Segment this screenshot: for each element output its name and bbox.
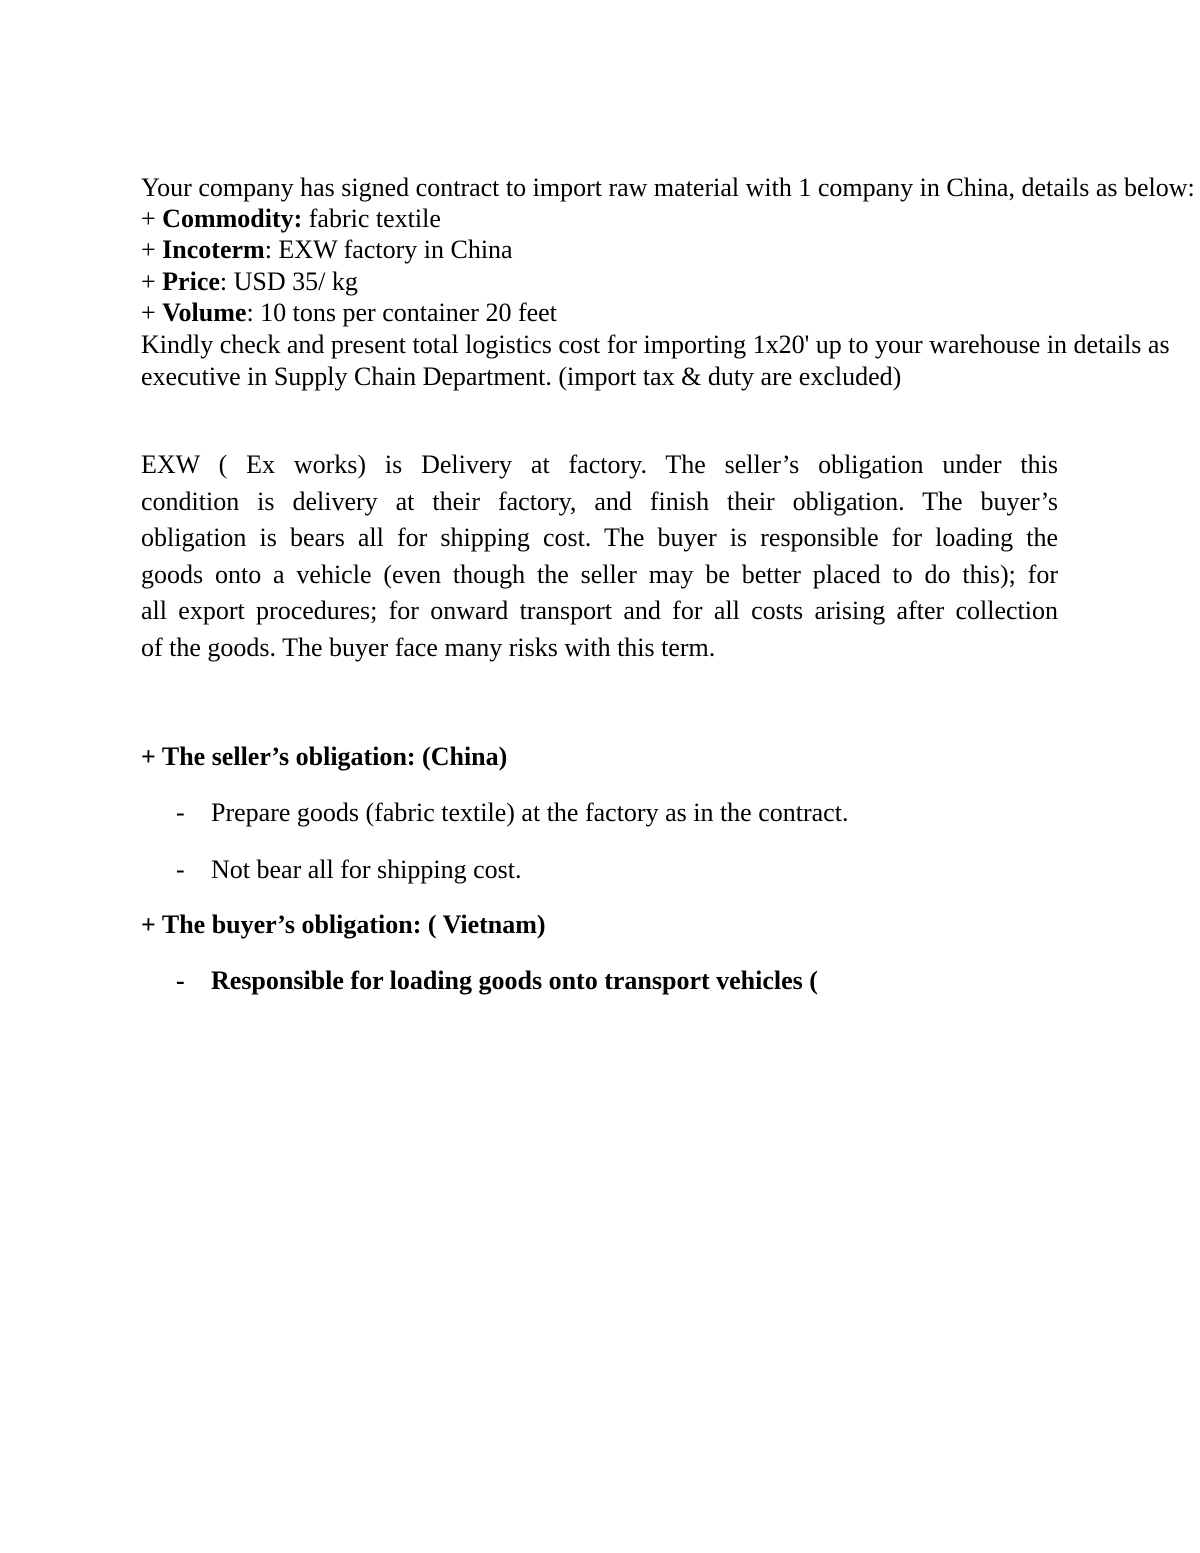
price-label: Price	[162, 267, 220, 296]
paragraph-line: condition is delivery at their factory, and finish their obligation. The buyer’s	[141, 486, 1058, 516]
commodity-label: Commodity:	[162, 204, 303, 233]
volume-item	[141, 297, 557, 328]
paragraph-line: of the goods. The buyer face many risks with this term.	[141, 632, 716, 662]
bullet-dash: -	[176, 798, 185, 827]
incoterm-value: : EXW factory in China	[264, 235, 513, 264]
item-prefix: +	[141, 298, 163, 327]
price-item	[141, 266, 358, 297]
paragraph-line: goods onto a vehicle (even though the seller may be better placed to do this); for	[141, 559, 1058, 589]
bullet-dash: -	[176, 966, 185, 995]
paragraph-line: obligation is bears all for shipping cost. The buyer is responsible for loading the	[141, 523, 1058, 553]
exw-paragraph	[141, 447, 1058, 667]
incoterm-item	[141, 234, 513, 265]
item-prefix: +	[141, 204, 163, 233]
buyer-bullet-item: Responsible for loading goods onto transport vehicles (	[211, 966, 818, 995]
commodity-item	[141, 203, 441, 234]
paragraph-line: all export procedures; for onward transport and for all costs arising after collection	[141, 596, 1058, 626]
bullet-dash: -	[176, 855, 185, 884]
volume-value: : 10 tons per container 20 feet	[246, 298, 557, 327]
price-value: : USD 35/ kg	[219, 267, 358, 296]
item-prefix: +	[141, 235, 163, 264]
volume-label: Volume	[162, 298, 247, 327]
paragraph-line: EXW ( Ex works) is Delivery at factory. The seller’s obligation under this	[141, 450, 1058, 479]
commodity-value: fabric textile	[302, 204, 441, 233]
seller-bullet-item: Prepare goods (fabric textile) at the factory as in the contract.	[211, 798, 849, 827]
incoterm-label: Incoterm	[162, 235, 265, 264]
item-prefix: +	[141, 267, 163, 296]
seller-bullet-item: Not bear all for shipping cost.	[211, 855, 522, 884]
seller-obligation-heading: + The seller’s obligation: (China)	[141, 742, 508, 771]
task-line-2: executive in Supply Chain Department. (import tax & duty are excluded)	[141, 362, 902, 391]
buyer-obligation-heading: + The buyer’s obligation: ( Vietnam)	[141, 910, 546, 939]
intro-line: Your company has signed contract to import raw material with 1 company in China, details as below:	[141, 173, 1195, 202]
task-line-1: Kindly check and present total logistics cost for importing 1x20' up to your warehouse in details as	[141, 330, 1170, 359]
